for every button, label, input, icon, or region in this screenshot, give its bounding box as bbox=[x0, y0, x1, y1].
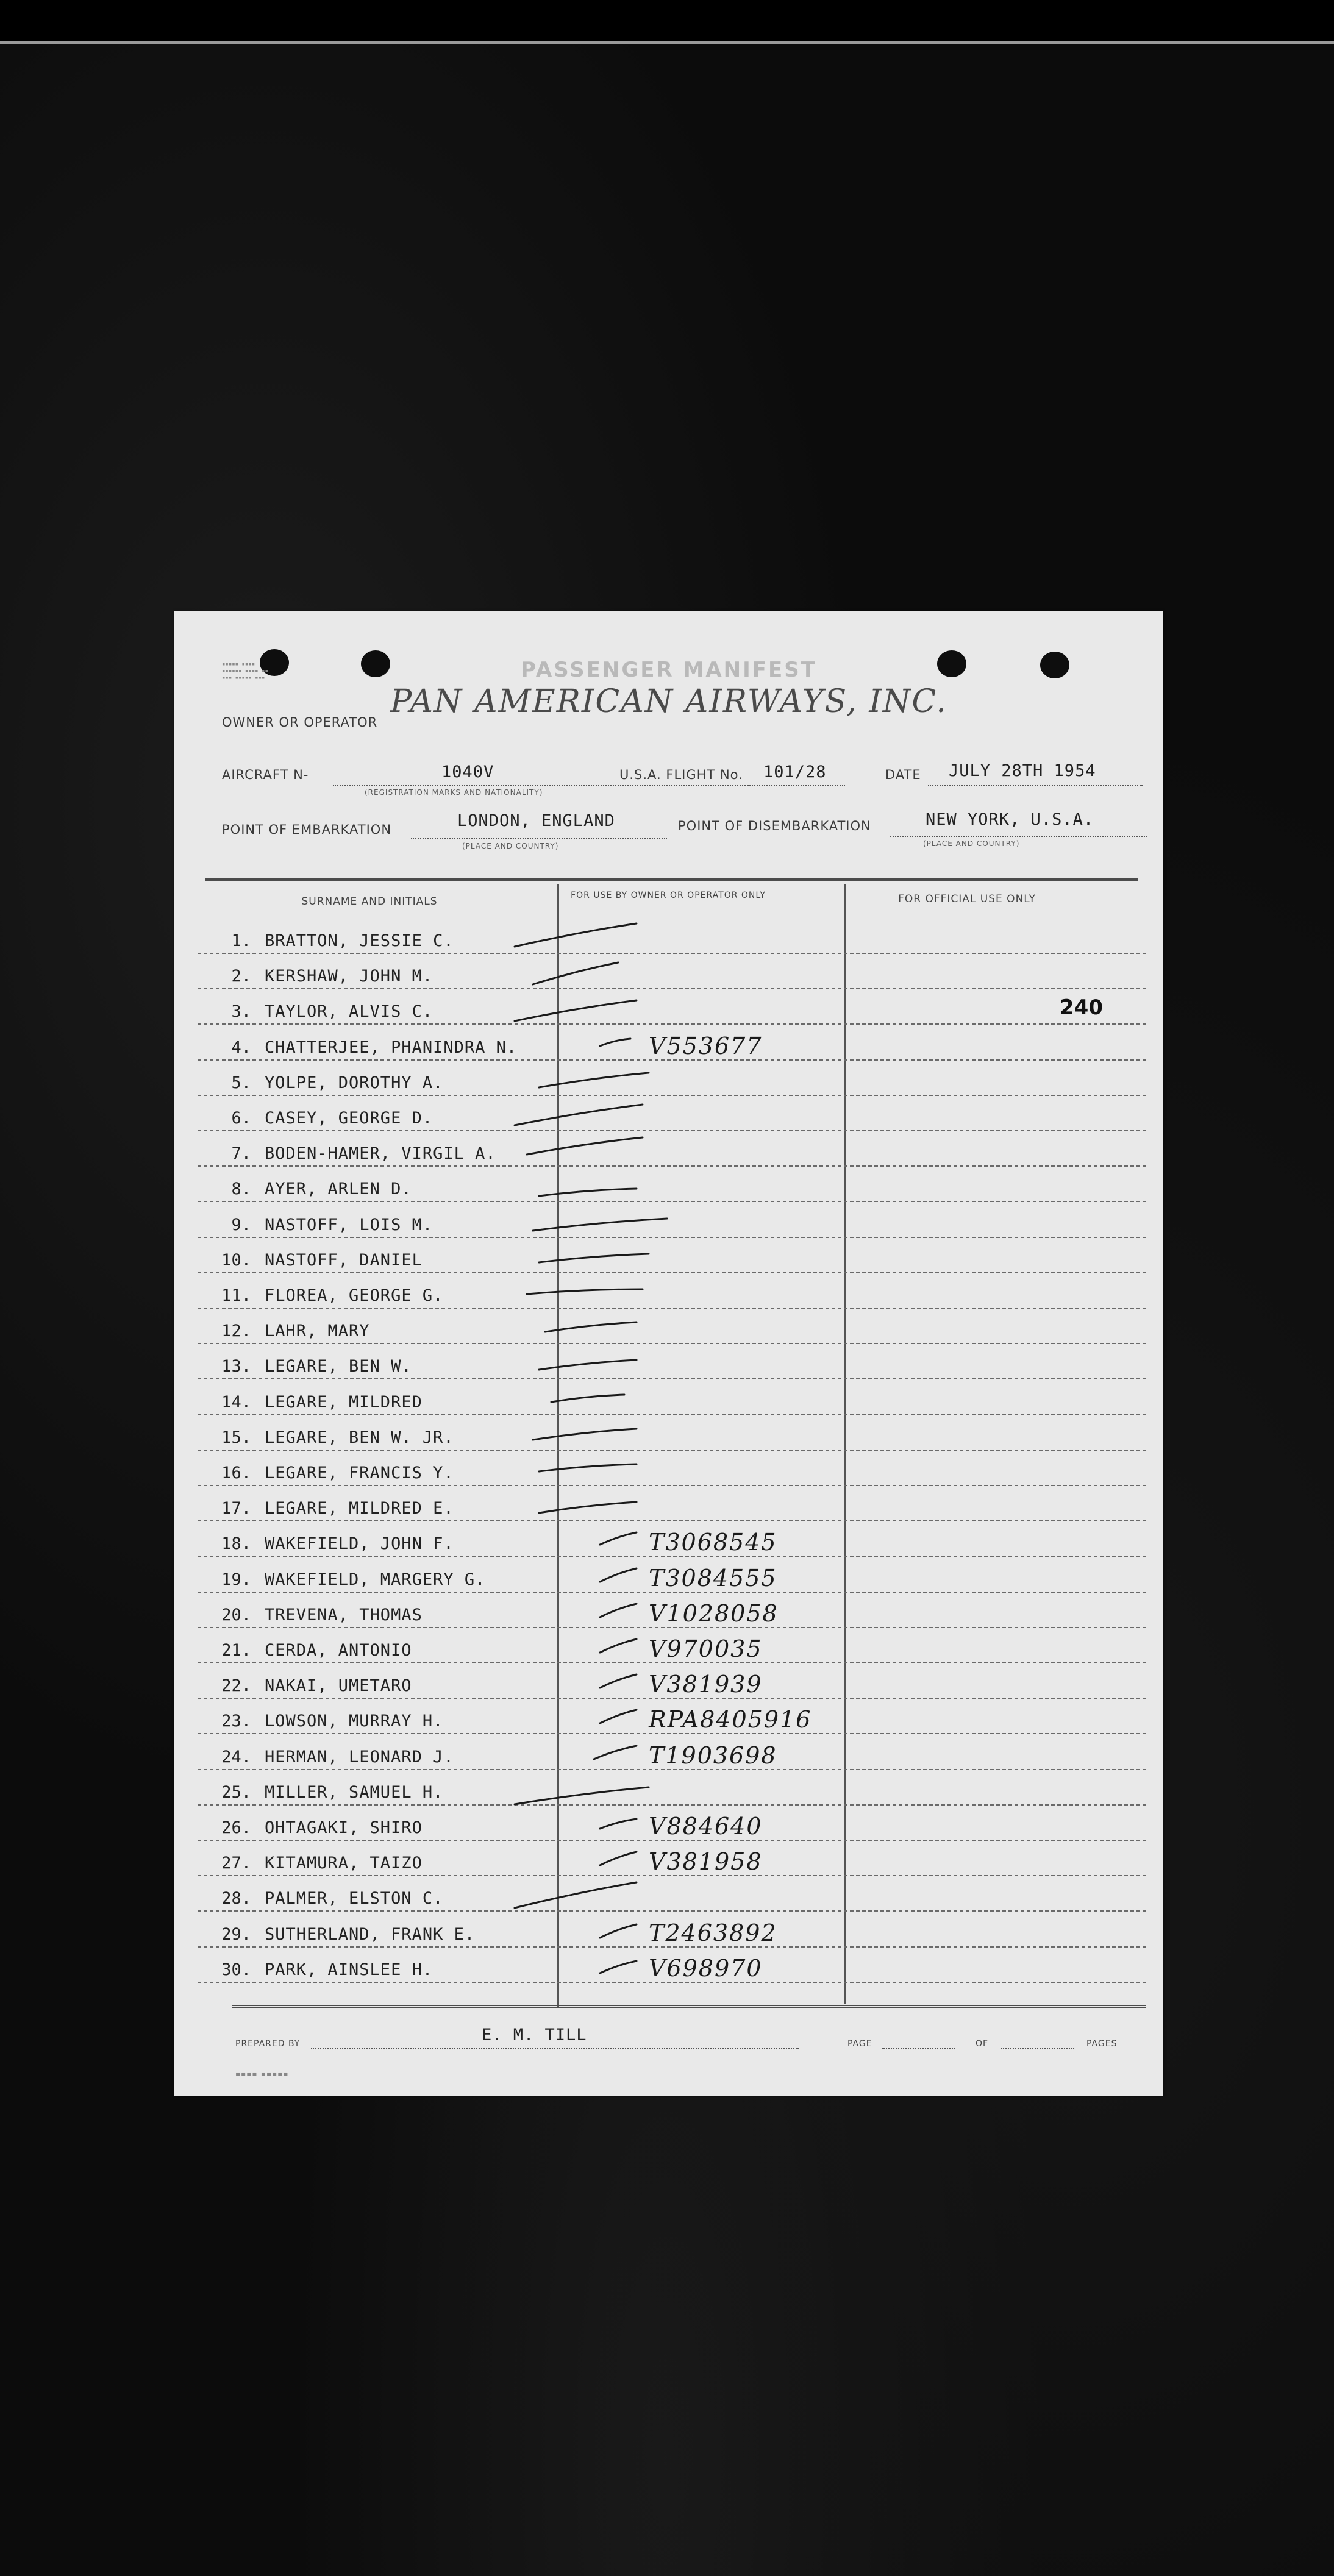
passenger-name: PALMER, ELSTON C. bbox=[265, 1889, 444, 1909]
table-row bbox=[198, 1770, 1146, 1806]
check-mark-icon bbox=[515, 954, 673, 989]
passenger-name: HERMAN, LEONARD J. bbox=[265, 1747, 454, 1767]
passenger-name: LEGARE, BEN W. JR. bbox=[265, 1428, 454, 1447]
disembarkation-label: POINT OF DISEMBARKATION bbox=[678, 819, 871, 833]
col-surname-header: SURNAME AND INITIALS bbox=[301, 895, 438, 908]
date-underline bbox=[928, 785, 1143, 786]
date-value: JULY 28TH 1954 bbox=[949, 761, 1096, 780]
table-row bbox=[198, 1061, 1146, 1096]
official-use-entry: 240 bbox=[1060, 995, 1103, 1020]
passenger-name: NASTOFF, LOIS M. bbox=[265, 1215, 433, 1234]
row-number: 12. bbox=[221, 1322, 251, 1341]
passenger-name: LEGARE, MILDRED bbox=[265, 1392, 423, 1412]
owner-use-entry: V884640 bbox=[649, 1813, 763, 1840]
passenger-name: TAYLOR, ALVIS C. bbox=[265, 1002, 433, 1022]
row-number: 25. bbox=[221, 1782, 251, 1802]
table-row bbox=[198, 1486, 1146, 1521]
row-number: 14. bbox=[221, 1392, 251, 1412]
table-row bbox=[198, 989, 1146, 1025]
passenger-name: LAHR, MARY bbox=[265, 1322, 370, 1341]
check-mark-icon bbox=[515, 1415, 673, 1451]
of-underline bbox=[1001, 2048, 1074, 2049]
embarkation-label: POINT OF EMBARKATION bbox=[222, 822, 392, 837]
passenger-name: LEGARE, MILDRED E. bbox=[265, 1499, 454, 1518]
row-number: 19. bbox=[221, 1570, 251, 1589]
table-row bbox=[198, 1344, 1146, 1379]
manifest-page bbox=[174, 611, 1163, 2096]
table-row bbox=[198, 1699, 1146, 1734]
table-row bbox=[198, 1203, 1146, 1238]
check-mark-icon bbox=[515, 1344, 673, 1379]
check-mark-icon bbox=[515, 919, 673, 954]
row-number: 3. bbox=[231, 1002, 251, 1022]
table-row bbox=[198, 1912, 1146, 1948]
passenger-name: TREVENA, THOMAS bbox=[265, 1605, 423, 1624]
check-mark-icon bbox=[515, 989, 673, 1025]
prepared-by-value: E. M. TILL bbox=[482, 2026, 587, 2044]
of-label: OF bbox=[976, 2039, 989, 2049]
table-row bbox=[198, 1806, 1146, 1841]
row-number: 17. bbox=[221, 1499, 251, 1518]
row-number: 29. bbox=[221, 1924, 251, 1944]
disembarkation-value: NEW YORK, U.S.A. bbox=[926, 810, 1094, 829]
row-number: 15. bbox=[221, 1428, 251, 1447]
row-number: 1. bbox=[231, 931, 251, 950]
passenger-name: LEGARE, FRANCIS Y. bbox=[265, 1464, 454, 1482]
check-mark-icon bbox=[515, 1486, 673, 1521]
aircraft-value: 1040V bbox=[441, 763, 494, 781]
passenger-name: SUTHERLAND, FRANK E. bbox=[265, 1924, 476, 1944]
row-number: 5. bbox=[231, 1073, 251, 1092]
row-number: 22. bbox=[221, 1676, 251, 1696]
owner-use-entry: T3084555 bbox=[649, 1564, 777, 1592]
row-number: 21. bbox=[221, 1641, 251, 1660]
aircraft-sub: (REGISTRATION MARKS AND NATIONALITY) bbox=[365, 788, 543, 797]
table-row bbox=[198, 1273, 1146, 1309]
row-number: 16. bbox=[221, 1464, 251, 1482]
table-row bbox=[198, 1628, 1146, 1663]
check-mark-icon bbox=[515, 1096, 673, 1131]
passenger-name: BRATTON, JESSIE C. bbox=[265, 931, 454, 950]
row-number: 4. bbox=[231, 1037, 251, 1057]
passenger-name: BODEN-HAMER, VIRGIL A. bbox=[265, 1144, 496, 1164]
row-number: 6. bbox=[231, 1109, 251, 1128]
flight-value: 101/28 bbox=[763, 763, 827, 781]
disembarkation-underline bbox=[890, 836, 1147, 837]
pages-label: PAGES bbox=[1086, 2039, 1118, 2049]
row-number: 8. bbox=[231, 1179, 251, 1199]
company-name: PAN AMERICAN AIRWAYS, INC. bbox=[390, 683, 947, 720]
row-number: 2. bbox=[231, 967, 251, 986]
table-row bbox=[198, 1415, 1146, 1451]
row-number: 30. bbox=[221, 1960, 251, 1979]
aircraft-label: AIRCRAFT N- bbox=[222, 767, 309, 782]
prepared-by-label: PREPARED BY bbox=[235, 2039, 301, 2049]
check-mark-icon bbox=[515, 1238, 673, 1273]
owner-use-entry: T3068545 bbox=[649, 1529, 777, 1556]
passenger-name: CASEY, GEORGE D. bbox=[265, 1109, 433, 1128]
form-stamp: ▪▪▪▪▪ ▪▪▪▪ ▪▪▪▪▪▪ ▪▪▪▪ ▪▪ ▪▪▪ ▪▪▪▪▪ ▪▪▪ bbox=[222, 661, 268, 681]
passenger-name: PARK, AINSLEE H. bbox=[265, 1960, 433, 1979]
owner-use-entry: V553677 bbox=[649, 1032, 763, 1059]
check-mark-icon bbox=[515, 1770, 673, 1806]
table-row bbox=[198, 1131, 1146, 1167]
col-official-header: FOR OFFICIAL USE ONLY bbox=[898, 893, 1036, 905]
manifest-title: PASSENGER MANIFEST bbox=[521, 658, 817, 682]
table-row bbox=[198, 954, 1146, 989]
table-row bbox=[198, 1735, 1146, 1770]
top-bar bbox=[0, 0, 1334, 44]
table-row bbox=[198, 1521, 1146, 1557]
passenger-name: FLOREA, GEORGE G. bbox=[265, 1286, 444, 1305]
passenger-name: CHATTERJEE, PHANINDRA N. bbox=[265, 1037, 518, 1057]
check-mark-icon bbox=[515, 1876, 673, 1912]
owner-label: OWNER OR OPERATOR bbox=[222, 715, 378, 730]
table-row bbox=[198, 1593, 1146, 1628]
owner-use-entry: RPA8405916 bbox=[649, 1706, 812, 1734]
table-row bbox=[198, 1876, 1146, 1912]
row-number: 26. bbox=[221, 1818, 251, 1837]
owner-use-entry: V698970 bbox=[649, 1954, 763, 1982]
owner-use-entry: V970035 bbox=[649, 1635, 763, 1662]
check-mark-icon bbox=[515, 1061, 673, 1096]
owner-use-entry: V1028058 bbox=[649, 1599, 779, 1627]
passenger-name: KERSHAW, JOHN M. bbox=[265, 967, 433, 986]
passenger-name: MILLER, SAMUEL H. bbox=[265, 1782, 444, 1802]
table-row bbox=[198, 1096, 1146, 1131]
row-number: 9. bbox=[231, 1215, 251, 1234]
embarkation-sub: (PLACE AND COUNTRY) bbox=[462, 842, 559, 850]
row-number: 28. bbox=[221, 1889, 251, 1909]
table-bottom-rule bbox=[232, 2005, 1146, 2008]
table-row bbox=[198, 1451, 1146, 1486]
page-underline bbox=[882, 2048, 955, 2049]
table-row bbox=[198, 1948, 1146, 1983]
owner-use-entry: T2463892 bbox=[649, 1919, 777, 1946]
row-number: 27. bbox=[221, 1854, 251, 1873]
row-number: 18. bbox=[221, 1534, 251, 1554]
table-row bbox=[198, 1663, 1146, 1699]
check-mark-icon bbox=[515, 1451, 673, 1486]
table-row bbox=[198, 1025, 1146, 1061]
check-mark-icon bbox=[515, 1167, 673, 1202]
passenger-name: CERDA, ANTONIO bbox=[265, 1641, 412, 1660]
table-row bbox=[198, 919, 1146, 954]
disembarkation-sub: (PLACE AND COUNTRY) bbox=[923, 839, 1020, 848]
passenger-name: KITAMURA, TAIZO bbox=[265, 1854, 423, 1873]
row-number: 11. bbox=[221, 1286, 251, 1305]
row-number: 24. bbox=[221, 1747, 251, 1767]
passenger-name: AYER, ARLEN D. bbox=[265, 1179, 412, 1199]
table-row bbox=[198, 1167, 1146, 1202]
owner-use-entry: V381939 bbox=[649, 1671, 763, 1698]
passenger-name: WAKEFIELD, JOHN F. bbox=[265, 1534, 454, 1554]
check-mark-icon bbox=[515, 1309, 673, 1344]
passenger-name: WAKEFIELD, MARGERY G. bbox=[265, 1570, 486, 1589]
embarkation-value: LONDON, ENGLAND bbox=[457, 811, 615, 830]
flight-underline bbox=[747, 785, 845, 786]
aircraft-underline bbox=[333, 785, 772, 786]
table-top-rule bbox=[205, 878, 1138, 881]
row-number: 23. bbox=[221, 1712, 251, 1731]
row-number: 13. bbox=[221, 1357, 251, 1376]
passenger-name: OHTAGAKI, SHIRO bbox=[265, 1818, 423, 1837]
owner-use-entry: T1903698 bbox=[649, 1742, 777, 1769]
check-mark-icon bbox=[515, 1203, 673, 1238]
flight-label: U.S.A. FLIGHT No. bbox=[619, 767, 743, 782]
table-row bbox=[198, 1380, 1146, 1415]
table-row bbox=[198, 1841, 1146, 1876]
page-label: PAGE bbox=[847, 2039, 872, 2049]
prepared-underline bbox=[311, 2048, 799, 2049]
passenger-name: NAKAI, UMETARO bbox=[265, 1676, 412, 1696]
table-row bbox=[198, 1238, 1146, 1273]
row-number: 10. bbox=[221, 1250, 251, 1270]
passenger-name: YOLPE, DOROTHY A. bbox=[265, 1073, 444, 1092]
check-mark-icon bbox=[515, 1131, 673, 1167]
owner-use-entry: V381958 bbox=[649, 1848, 763, 1876]
passenger-name: LEGARE, BEN W. bbox=[265, 1357, 412, 1376]
form-number: ▪▪▪▪-▪▪▪▪▪ bbox=[235, 2069, 289, 2078]
embarkation-underline bbox=[411, 838, 667, 839]
table-row bbox=[198, 1557, 1146, 1593]
table-row bbox=[198, 1309, 1146, 1344]
check-mark-icon bbox=[515, 1380, 673, 1415]
col-owner-header: FOR USE BY OWNER OR OPERATOR ONLY bbox=[571, 891, 766, 900]
passenger-name: NASTOFF, DANIEL bbox=[265, 1250, 423, 1270]
row-number: 7. bbox=[231, 1144, 251, 1164]
row-number: 20. bbox=[221, 1605, 251, 1624]
date-label: DATE bbox=[885, 767, 921, 782]
check-mark-icon bbox=[515, 1273, 673, 1309]
passenger-name: LOWSON, MURRAY H. bbox=[265, 1712, 444, 1731]
